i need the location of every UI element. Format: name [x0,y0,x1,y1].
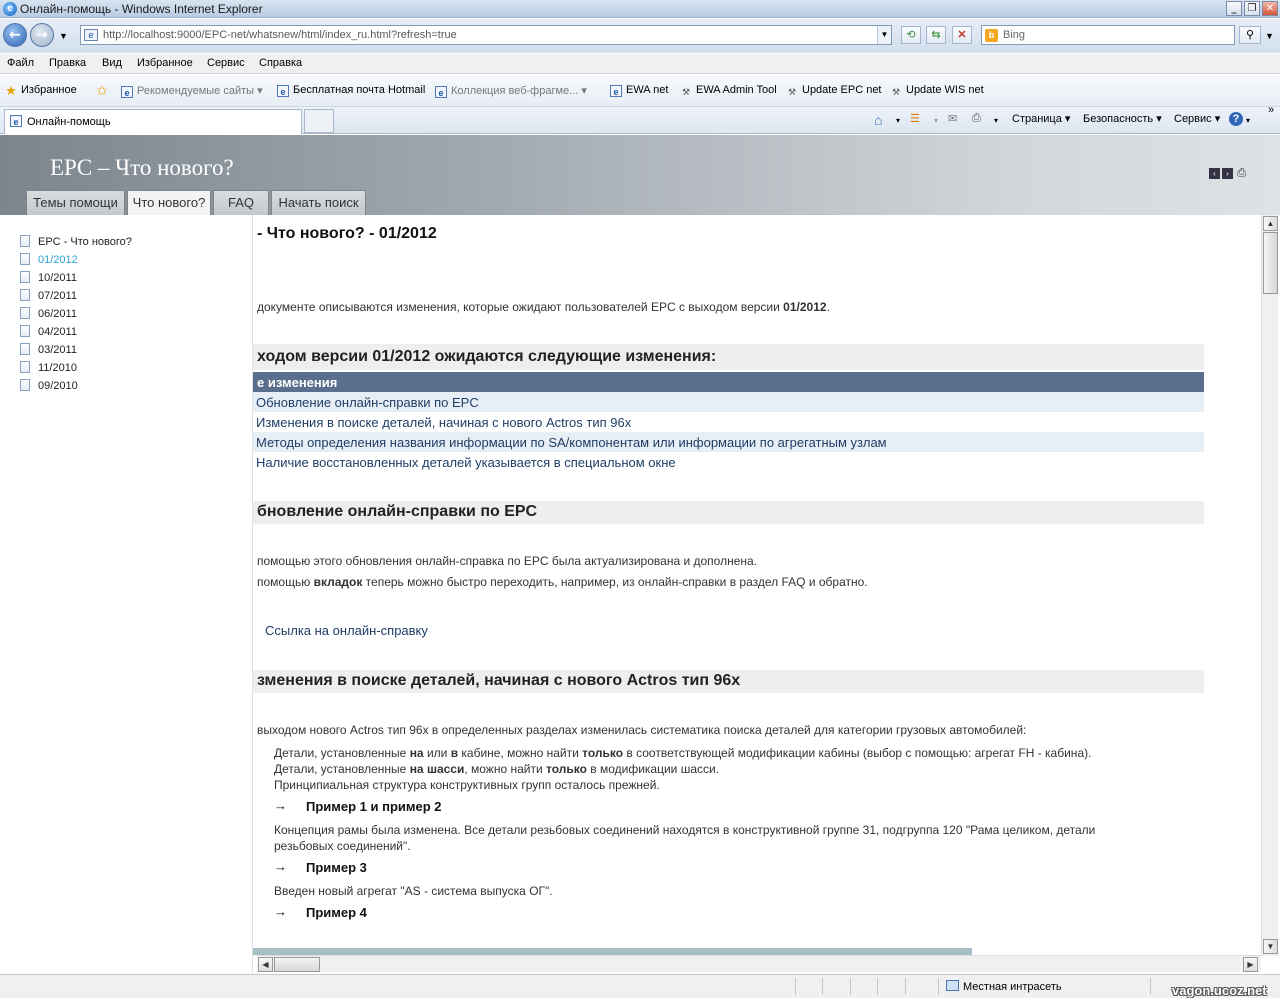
bing-icon: b [985,29,998,42]
ie-page-icon: e [610,85,622,97]
section1-heading: бновление онлайн-справки по EPC [257,503,538,520]
sidebar-item-01-2012[interactable]: 01/2012 [20,253,78,266]
stop-icon[interactable]: ✕ [952,26,972,44]
status-divider [938,978,939,995]
search-field[interactable] [981,25,1235,45]
address-url[interactable]: http://localhost:9000/EPC-net/whatsnew/html/index_ru.html?refresh=true [103,29,457,41]
feeds-icon[interactable]: ☰ [910,113,920,125]
next-section-band [253,948,972,955]
vertical-scroll-thumb[interactable] [1263,232,1278,294]
security-zone[interactable]: Местная интрасеть [946,980,1062,993]
sidebar-item-03-2011[interactable]: 03/2011 [20,343,77,356]
status-bar [0,974,1280,998]
status-divider [850,978,851,995]
changes-heading-band [253,344,1204,370]
help-page-header [0,135,1280,215]
search-placeholder[interactable]: Bing [1003,29,1026,41]
fav-update-wis-net[interactable]: ⚒ Update WIS net [891,84,984,97]
section2-line-3: Принципиальная структура конструктивных групп осталось прежней. [274,778,660,792]
ie-page-icon: e [121,86,133,98]
sidebar-item-11-2010[interactable]: 11/2010 [20,361,77,374]
section2-line-2: Детали, установленные на шасси, можно найти только в модификации шасси. [274,762,720,776]
section2-frame-line-2: резьбовых соединений". [274,839,411,853]
feeds-dropdown-icon[interactable]: ▾ [934,116,939,125]
toc-row[interactable] [253,452,1204,472]
toolbar-more-icon[interactable]: » [1268,104,1275,116]
section2-heading: зменения в поиске деталей, начиная с нового Actros тип 96x [257,672,741,689]
toc-link-help-update[interactable]: Обновление онлайн-справки по EPC [256,395,479,410]
document-icon [20,307,30,319]
tab-faq[interactable]: FAQ [213,190,269,215]
refresh-icon[interactable]: ⇆ [926,26,946,44]
help-icon[interactable]: ? [1229,112,1243,126]
intro-paragraph: документе описываются изменения, которые ожидают пользователей EPC с выходом версии 01/2012. [257,300,830,314]
status-divider [1150,978,1151,995]
section2-exhaust-line: Введен новый агрегат "AS - система выпуска ОГ". [274,884,553,898]
arrow-right-icon: → [274,904,287,919]
section1-paragraph-2: помощью вкладок теперь можно быстро переходить, например, из онлайн-справки в раздел FAQ и обратно. [257,575,868,589]
menu-favorites[interactable]: Избранное [137,57,193,69]
print-dropdown-icon[interactable]: ▾ [994,116,999,125]
main-content [253,215,1261,955]
window-title: Онлайн-помощь - Windows Internet Explorer [20,2,263,16]
new-tab-button[interactable] [304,109,334,133]
mail-icon[interactable]: ✉ [948,113,958,125]
menu-edit[interactable]: Правка [49,57,87,69]
toc-row[interactable] [253,412,1204,432]
scroll-left-icon[interactable]: ◀ [258,957,273,972]
fav-hotmail[interactable]: e Бесплатная почта Hotmail [277,84,425,97]
address-dropdown-icon[interactable]: ▼ [877,26,891,44]
back-button[interactable]: ← [3,23,27,47]
forward-button[interactable]: → [30,23,54,47]
document-icon [20,289,30,301]
horizontal-scroll-thumb[interactable] [274,957,320,972]
section1-paragraph-1: помощью этого обновления онлайн-справка по EPC была актуализирована и дополнена. [257,554,758,568]
sidebar-item-07-2011[interactable]: 07/2011 [20,289,77,302]
search-icon[interactable]: ⚲ [1239,26,1261,44]
example-1-2-link[interactable]: Пример 1 и пример 2 [306,799,442,814]
scroll-right-icon[interactable]: ▶ [1243,957,1258,972]
toc-row[interactable] [253,432,1204,452]
watermark-text: vagon.ucoz.net [1172,983,1267,998]
example-3-link[interactable]: Пример 3 [306,860,367,875]
address-field[interactable] [80,25,892,45]
safety-menu-button[interactable]: Безопасность ▾ [1083,113,1162,125]
next-page-icon[interactable]: › [1222,168,1233,179]
tool-icon: ⚒ [681,87,691,97]
fav-ewa-admin-tool[interactable]: ⚒ EWA Admin Tool [681,84,777,97]
tab-row [0,104,1280,134]
toc-link-actros-search[interactable]: Изменения в поиске деталей, начиная с нового Actros тип 96x [256,415,632,430]
vertical-scrollbar[interactable] [1261,215,1278,956]
compatibility-icon[interactable]: ⟲ [901,26,921,44]
fav-webslice-gallery[interactable]: e Коллекция веб-фрагме... ▾ [435,84,587,98]
section2-intro: выходом нового Actros тип 96x в определенных разделах изменилась систематика поиска деталей для категории грузовых автомобилей: [257,723,1027,737]
menu-tools[interactable]: Сервис [207,57,245,69]
sidebar-item-06-2011[interactable]: 06/2011 [20,307,77,320]
minimize-button[interactable]: _ [1226,1,1242,16]
print-icon[interactable]: ⎙ [972,112,981,124]
document-icon [20,253,30,265]
page-menu-button[interactable]: Страница ▾ [1012,113,1071,125]
intranet-zone-icon [946,980,959,991]
help-dropdown-icon[interactable]: ▾ [1246,116,1251,125]
ie-logo-icon: e [3,2,17,16]
history-dropdown-icon[interactable]: ▼ [59,31,68,41]
page-heading: - Что нового? - 01/2012 [257,225,437,242]
sidebar-item-09-2010[interactable]: 09/2010 [20,379,78,392]
document-icon [20,361,30,373]
menu-help[interactable]: Справка [259,57,303,69]
ie-page-icon: e [435,86,447,98]
online-help-link[interactable]: Ссылка на онлайн-справку [265,623,428,638]
status-divider [822,978,823,995]
ie-page-icon: e [10,115,22,127]
toc-link-sa-methods[interactable]: Методы определения названия информации по SA/компонентам или информации по агрегатным узлам [256,435,887,450]
sidebar-item-04-2011[interactable]: 04/2011 [20,325,77,338]
scroll-up-icon[interactable]: ▲ [1263,216,1278,231]
home-icon[interactable]: ⌂ [874,112,883,128]
toc-header: е изменения [253,372,1204,392]
search-options-icon[interactable]: ▼ [1265,31,1274,41]
status-divider [795,978,796,995]
arrow-right-icon: → [274,859,287,874]
close-window-button[interactable]: ✕ [1262,1,1278,16]
document-icon [20,271,30,283]
home-dropdown-icon[interactable]: ▾ [896,116,901,125]
menu-bar [0,54,1280,74]
tab-help-topics[interactable]: Темы помощи [26,190,125,215]
menu-file[interactable]: Файл [7,57,35,69]
tab-whats-new[interactable]: Что нового? [127,190,211,215]
sidebar-item-root[interactable]: EPC - Что нового? [20,235,132,248]
star-icon: ★ [5,83,17,98]
toc-row[interactable] [253,392,1204,412]
scroll-down-icon[interactable]: ▼ [1263,939,1278,954]
fav-ewa-net[interactable]: e EWA net [610,84,668,97]
status-divider [905,978,906,995]
address-toolbar [0,19,1280,53]
add-star-icon: ✩ [96,83,108,98]
maximize-button[interactable]: ❐ [1244,1,1260,16]
sidebar-nav [0,215,253,973]
previous-page-icon[interactable]: ‹ [1209,168,1220,179]
menu-view[interactable]: Вид [102,57,122,69]
toc-link-remanufactured[interactable]: Наличие восстановленных деталей указывается в специальном окне [256,455,676,470]
page-favicon-icon: e [84,29,98,41]
favorites-button[interactable]: ★ Избранное [5,83,77,98]
browser-tab[interactable] [4,109,302,134]
ie-page-icon: e [277,85,289,97]
favorites-bar [0,75,1280,107]
section2-heading-band [253,670,1204,693]
document-icon [20,379,30,391]
tools-menu-button[interactable]: Сервис ▾ [1174,113,1221,125]
tab-title: Онлайн-помощь [27,116,111,128]
section2-line-1: Детали, установленные на или в кабине, можно найти только в соответствующей модификации кабины (выбор с помощью: агрегат FH - кабина). [274,746,1092,760]
horizontal-scrollbar[interactable] [257,955,1261,972]
page-brand-title: EPC – Что нового? [50,155,234,180]
changes-heading: ходом версии 01/2012 ожидаются следующие изменения: [257,348,717,365]
section1-heading-band [253,501,1204,524]
tool-icon: ⚒ [787,87,797,97]
print-page-icon[interactable]: ⎙ [1237,167,1246,179]
fav-update-epc-net[interactable]: ⚒ Update EPC net [787,84,882,97]
document-icon [20,235,30,247]
sidebar-item-10-2011[interactable]: 10/2011 [20,271,77,284]
status-divider [877,978,878,995]
document-icon [20,325,30,337]
section2-frame-line-1: Концепция рамы была изменена. Все детали резьбовых соединений находятся в конструктивной группе 31, подгруппа 120 "Рама целиком, детали [274,823,1096,837]
document-icon [20,343,30,355]
window-titlebar [0,0,1280,18]
add-favorites-icon[interactable] [96,84,112,97]
arrow-right-icon: → [274,798,287,813]
tool-icon: ⚒ [891,87,901,97]
tab-start-search[interactable]: Начать поиск [271,190,366,215]
example-4-link[interactable]: Пример 4 [306,905,367,920]
fav-suggested-sites[interactable]: e Рекомендуемые сайты ▾ [121,84,263,98]
